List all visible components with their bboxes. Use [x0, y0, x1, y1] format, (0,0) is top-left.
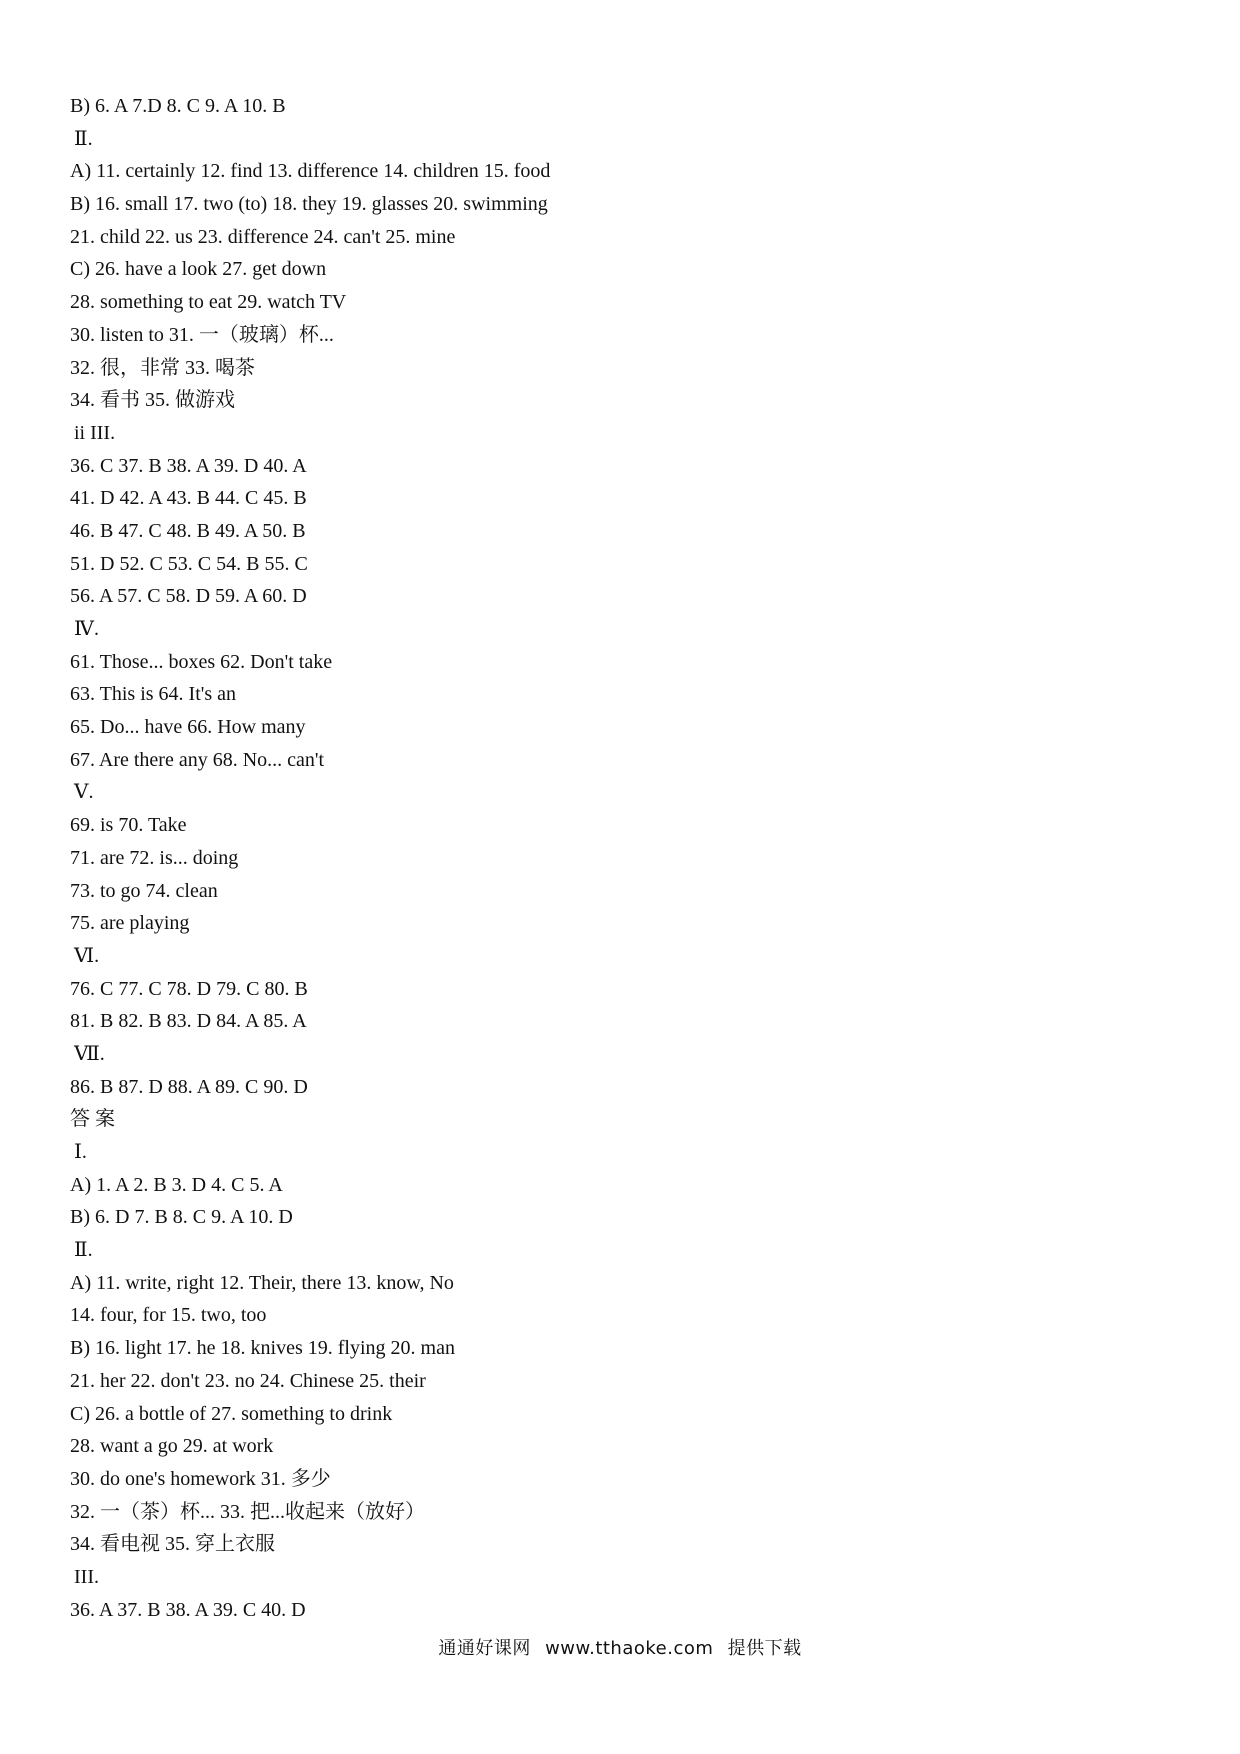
answer-line: Ⅱ.	[74, 1239, 93, 1262]
answer-line: 71. are 72. is... doing	[70, 846, 239, 869]
answer-line: 14. four, for 15. two, too	[70, 1304, 267, 1327]
answer-line: 32. 一（茶）杯... 33. 把...收起来（放好）	[70, 1500, 425, 1523]
answer-line: 63. This is 64. It's an	[70, 683, 237, 706]
answer-line: B) 16. small 17. two (to) 18. they 19. glasses 20. swimming	[70, 193, 548, 216]
answer-line: A) 1. A 2. B 3. D 4. C 5. A	[70, 1173, 283, 1196]
answer-line: Ⅶ.	[74, 1042, 105, 1065]
answer-line: 61. Those... boxes 62. Don't take	[70, 650, 333, 673]
page-footer	[0, 1634, 1240, 1660]
answer-line: 21. her 22. don't 23. no 24. Chinese 25. their	[70, 1369, 426, 1392]
answer-line: 41. D 42. A 43. B 44. C 45. B	[70, 487, 307, 510]
answer-line: B) 6. A 7.D 8. C 9. A 10. B	[70, 95, 286, 117]
answer-sheet	[70, 90, 1070, 1626]
answer-line: 34. 看电视 35. 穿上衣服	[70, 1533, 275, 1556]
footer-site-name: 通通好课网	[438, 1638, 531, 1659]
answer-line: 30. do one's homework 31. 多少	[70, 1467, 331, 1490]
footer-suffix: 提供下载	[727, 1638, 802, 1659]
answer-line: 答 案	[70, 1108, 115, 1131]
answer-line: 75. are playing	[70, 912, 190, 935]
answer-line: 76. C 77. C 78. D 79. C 80. B	[70, 977, 308, 1000]
answer-line: B) 16. light 17. he 18. knives 19. flying 20. man	[70, 1337, 455, 1360]
answer-line: 32. 很，非常 33. 喝茶	[70, 356, 255, 379]
answer-line: C) 26. have a look 27. get down	[70, 258, 327, 281]
answer-line: ii III.	[74, 421, 116, 444]
answer-line: 46. B 47. C 48. B 49. A 50. B	[70, 519, 306, 542]
answer-line: 21. child 22. us 23. difference 24. can't 25. mine	[70, 225, 456, 248]
answer-line: 51. D 52. C 53. C 54. B 55. C	[70, 552, 308, 575]
answer-line: B) 6. D 7. B 8. C 9. A 10. D	[70, 1206, 293, 1229]
answer-line: 30. listen to 31. 一（玻璃）杯...	[70, 323, 334, 346]
answer-line: 28. something to eat 29. watch TV	[70, 291, 347, 314]
answer-line: C) 26. a bottle of 27. something to drink	[70, 1402, 393, 1425]
answer-line: 36. C 37. B 38. A 39. D 40. A	[70, 454, 307, 477]
answer-line: 86. B 87. D 88. A 89. C 90. D	[70, 1075, 308, 1098]
answer-line: A) 11. write, right 12. Their, there 13. know, No	[70, 1271, 454, 1294]
answer-line: Ⅳ.	[74, 618, 99, 640]
answer-line: 81. B 82. B 83. D 84. A 85. A	[70, 1010, 307, 1033]
answer-line: 69. is 70. Take	[70, 814, 187, 837]
answer-line: 67. Are there any 68. No... can't	[70, 748, 325, 771]
answer-line: A) 11. certainly 12. find 13. difference 14. children 15. food	[70, 160, 551, 183]
answer-line: 65. Do... have 66. How many	[70, 716, 306, 739]
answer-line: 28. want a go 29. at work	[70, 1435, 274, 1458]
answer-line: Ⅰ.	[74, 1141, 87, 1163]
answer-line: Ⅵ.	[74, 944, 100, 967]
answer-line: 34. 看书 35. 做游戏	[70, 389, 235, 412]
answer-line: 73. to go 74. clean	[70, 879, 218, 902]
answer-line: 36. A 37. B 38. A 39. C 40. D	[70, 1598, 306, 1621]
answer-line: Ⅴ.	[74, 781, 94, 804]
answer-line: Ⅱ.	[74, 127, 93, 150]
answer-line: III.	[74, 1565, 99, 1588]
answer-line: 56. A 57. C 58. D 59. A 60. D	[70, 585, 307, 608]
footer-url: www.tthaoke.com	[545, 1638, 714, 1659]
